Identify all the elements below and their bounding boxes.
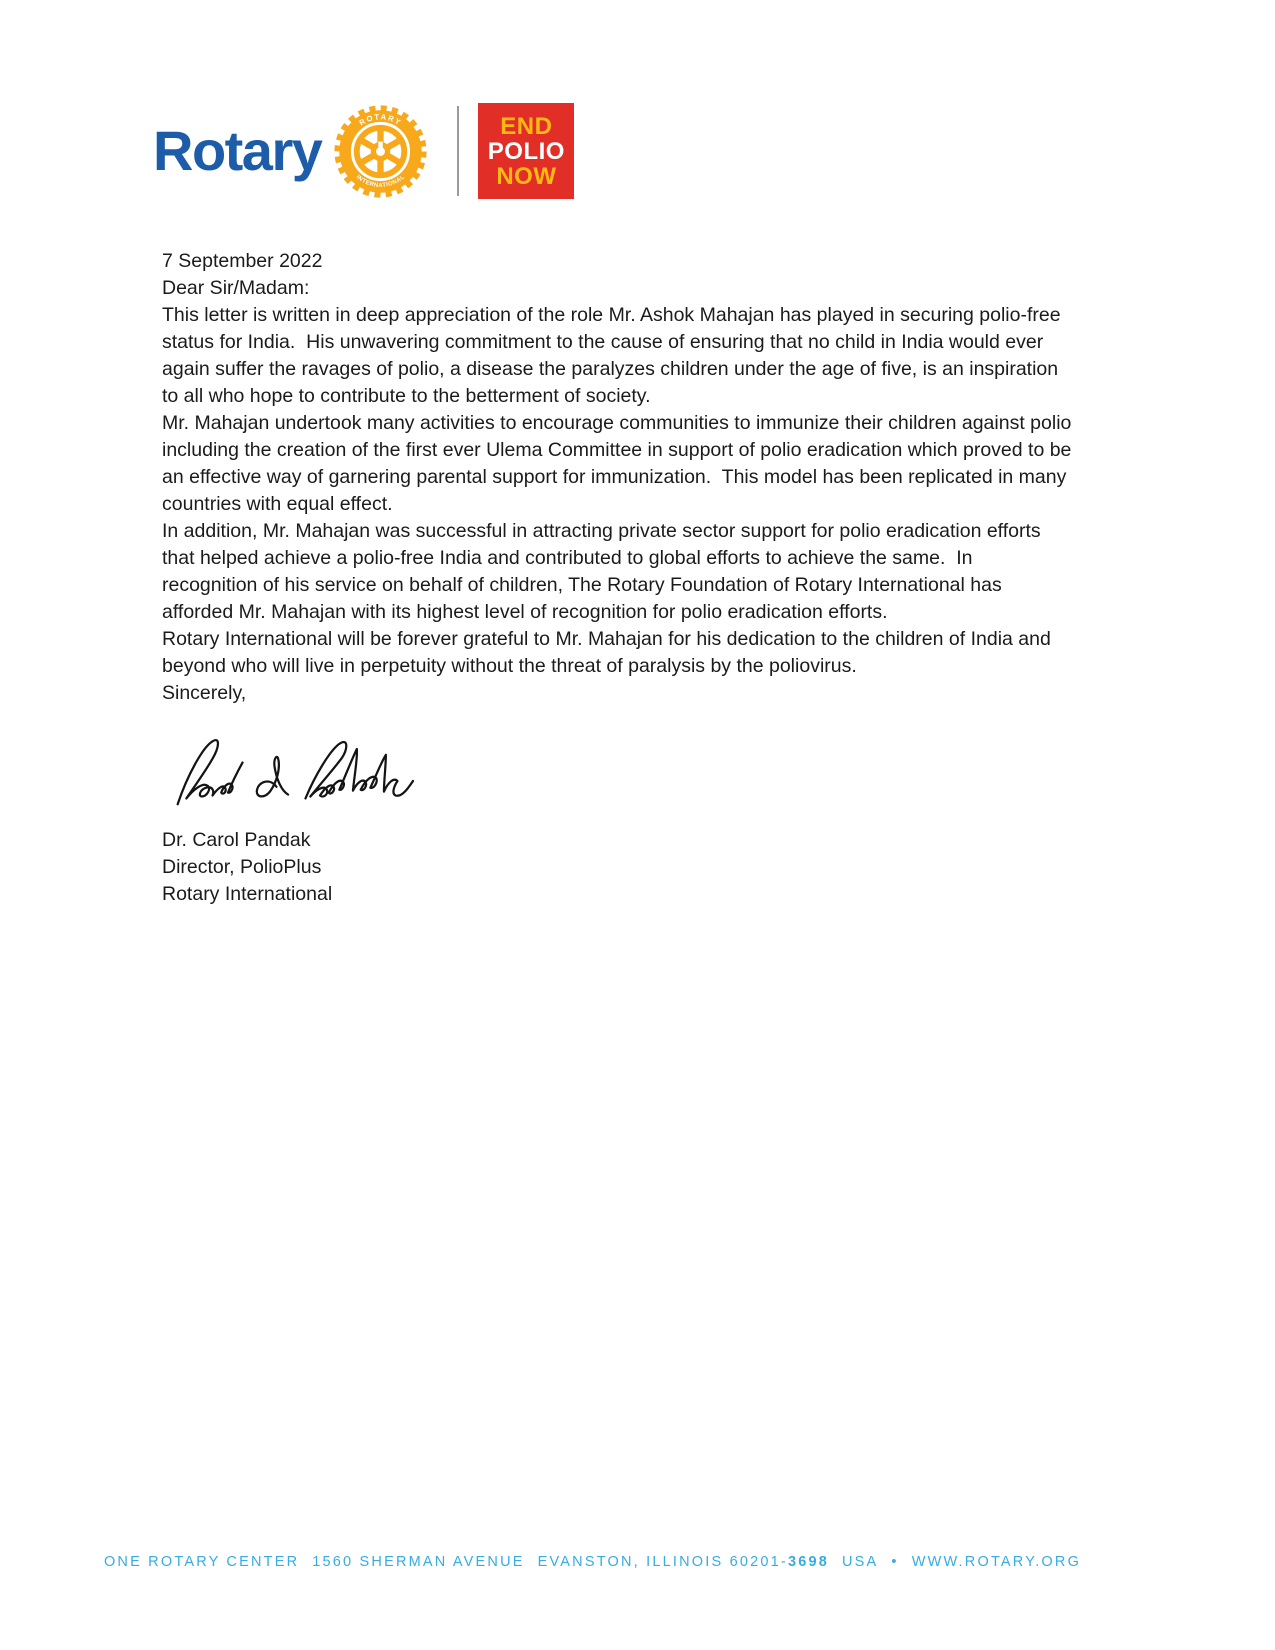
closing: Sincerely, — [162, 682, 247, 704]
letterhead — [153, 101, 574, 201]
paragraph-2: Mr. Mahajan undertook many activities to encourage communities to immunize their children against polio including the creation of the first ever Ulema Committee in support of polio eradication which proved to be an effective way of garnering parental support for immunization. This model has been replicated in many countries with equal effect. — [162, 412, 1077, 515]
footer-center: ONE ROTARY CENTER — [103, 1554, 300, 1570]
end-polio-line-end: END — [500, 112, 553, 140]
svg-text:ROTARY: ROTARY — [357, 111, 404, 127]
signature-block — [162, 827, 1072, 908]
paragraph-3: In addition, Mr. Mahajan was successful in attracting private sector support for polio eradication efforts that helped achieve a polio-free India and contributed to global efforts to achieve the same. In recognition of his service on behalf of children, The Rotary Foundation of Rotary International has afforded Mr. Mahajan with its highest level of recognition for polio eradication efforts. — [162, 520, 1047, 623]
footer-street: 1560 SHERMAN AVENUE — [312, 1554, 525, 1570]
signer-name: Dr. Carol Pandak — [162, 829, 311, 851]
end-polio-line-now: NOW — [496, 162, 557, 190]
salutation: Dear Sir/Madam: — [162, 277, 310, 299]
paragraph-4: Rotary International will be forever grateful to Mr. Mahajan for his dedication to the children of India and beyond who will live in perpetuity without the threat of paralysis by the poliovirus. — [162, 628, 1057, 677]
signature — [164, 719, 416, 811]
footer-country: USA — [842, 1554, 879, 1570]
footer-website: WWW.ROTARY.ORG — [911, 1554, 1082, 1570]
letter-date: 7 September 2022 — [162, 250, 323, 272]
bullet-separator-icon: • — [891, 1554, 899, 1570]
footer-city-zip — [538, 1554, 829, 1570]
letter-body — [162, 248, 1077, 908]
end-polio-now-badge — [478, 103, 574, 199]
rotary-wordmark: Rotary — [153, 119, 322, 182]
paragraph-1: This letter is written in deep appreciation of the role Mr. Ashok Mahajan has played in securing polio-free status for India. His unwavering commitment to the cause of ensuring that no child in India would ever again suffer the ravages of polio, a disease the paralyzes children under the age of five, is an inspiration to all who hope to contribute to the betterment of society. — [162, 304, 1066, 407]
signer-title: Director, PolioPlus — [162, 856, 322, 878]
rotary-wheel-icon — [332, 103, 429, 200]
logo-divider — [457, 106, 459, 196]
footer-address — [0, 1554, 1185, 1570]
footer-zip-suffix: 3698 — [787, 1554, 829, 1570]
signer-org: Rotary International — [162, 883, 333, 905]
footer-city: EVANSTON, ILLINOIS 60201- — [537, 1554, 788, 1570]
rotary-logo — [153, 103, 429, 200]
svg-text:INTERNATIONAL: INTERNATIONAL — [355, 173, 407, 189]
end-polio-line-polio: POLIO — [487, 137, 565, 165]
